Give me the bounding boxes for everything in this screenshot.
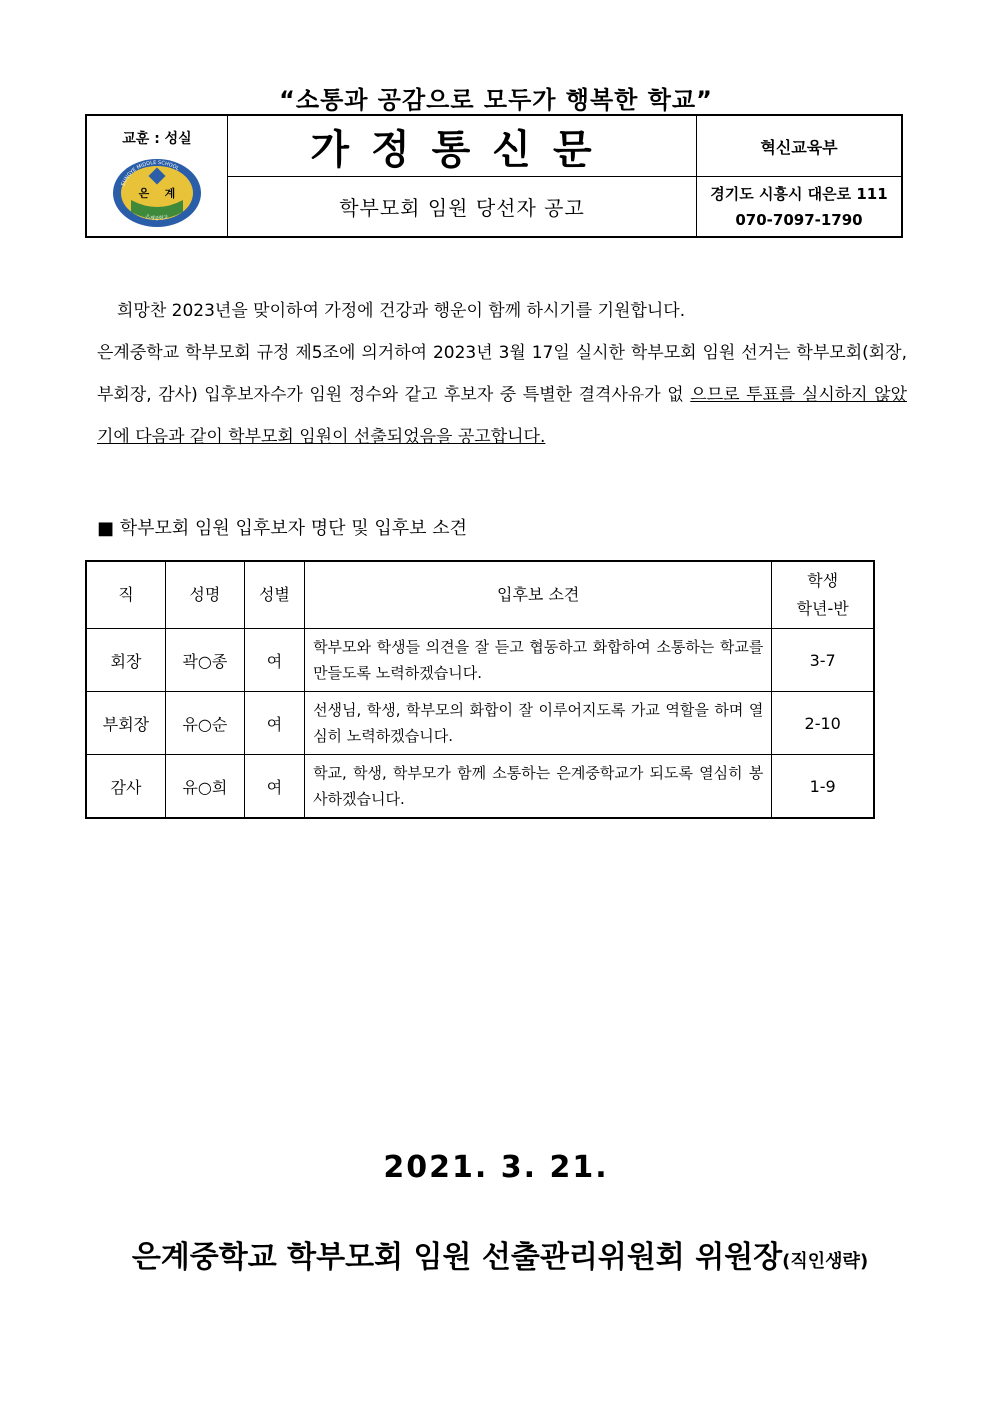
table-header-row [86,561,874,629]
cell-position: 부회장 [86,692,165,755]
issue-date: 2021. 3. 21. [383,1150,609,1185]
col-class-line2: 학년-반 [796,599,849,618]
table-row [86,629,874,692]
table-row [86,755,874,819]
cell-position: 감사 [86,755,165,819]
seal-note: (직인생략) [782,1251,869,1272]
school-contact [697,177,903,238]
cell-gender: 여 [244,692,304,755]
signer-name: 은계중학교 학부모회 임원 선출관리위원회 위원장 [131,1240,783,1275]
logo-top-text: EUNGYE MIDDLE SCHOOL [120,159,180,187]
col-class [772,561,874,629]
cell-gender: 여 [244,755,304,819]
cell-class: 2-10 [772,692,874,755]
col-statement: 입후보 소견 [305,561,772,629]
cell-name: 유○순 [165,692,244,755]
letterhead [85,114,903,238]
cell-class: 1-9 [772,755,874,819]
school-slogan: “소통과 공감으로 모두가 행복한 학교” [279,86,713,114]
announcement-text-underlined: 으므로 투표를 실시하지 않았기에 다음과 같이 학부모회 임원이 선출되었음을 공고합니다. [97,385,908,447]
announcement-body [97,290,907,458]
school-address: 경기도 시흥시 대은로 111 [710,184,888,203]
cell-name: 유○희 [165,755,244,819]
greeting-paragraph: 희망찬 2023년을 맞이하여 가정에 건강과 행운이 함께 하시기를 기원합니다. [117,301,686,321]
col-gender: 성별 [244,561,304,629]
department: 혁신교육부 [697,115,903,177]
document-title: 가정통신문 [228,115,697,177]
logo-left-char: 은 [138,187,150,200]
col-class-line1: 학생 [807,571,839,590]
section-title: ■ 학부모회 임원 입후보자 명단 및 입후보 소견 [97,518,468,539]
cell-name: 곽○종 [165,629,244,692]
col-position: 직 [86,561,165,629]
logo-right-char: 계 [164,187,176,200]
announcement-text: 은계중학교 학부모회 규정 제5조에 의거하여 2023년 3월 17일 실시한 학부모회 임원 선거는 학부모회(회장, 부회장, 감사) 입후보자수가 임원 정수와 같고 후보자 중 특별한 결격사유가 없 [97,343,907,405]
school-motto: 교훈 : 성실 [122,131,192,147]
logo-bottom-text: 은계중학교 [144,213,170,222]
cell-statement: 선생님, 학생, 학부모의 화합이 잘 이루어지도록 가교 역할을 하며 열심히 노력하겠습니다. [305,692,772,755]
cell-statement: 학교, 학생, 학부모가 함께 소통하는 은계중학교가 되도록 열심히 봉사하겠습니다. [305,755,772,819]
school-logo-icon [111,156,203,228]
cell-position: 회장 [86,629,165,692]
table-row [86,692,874,755]
letterhead-emblem-cell [86,115,228,237]
cell-statement: 학부모와 학생들 의견을 잘 듣고 협동하고 화합하여 소통하는 학교를 만들도록 노력하겠습니다. [305,629,772,692]
cell-class: 3-7 [772,629,874,692]
signer-line [0,1232,992,1276]
announcement-paragraph [97,332,907,458]
candidates-table [85,560,875,819]
cell-gender: 여 [244,629,304,692]
document-subtitle: 학부모회 임원 당선자 공고 [228,177,697,238]
col-name: 성명 [165,561,244,629]
school-phone: 070-7097-1790 [735,210,863,229]
